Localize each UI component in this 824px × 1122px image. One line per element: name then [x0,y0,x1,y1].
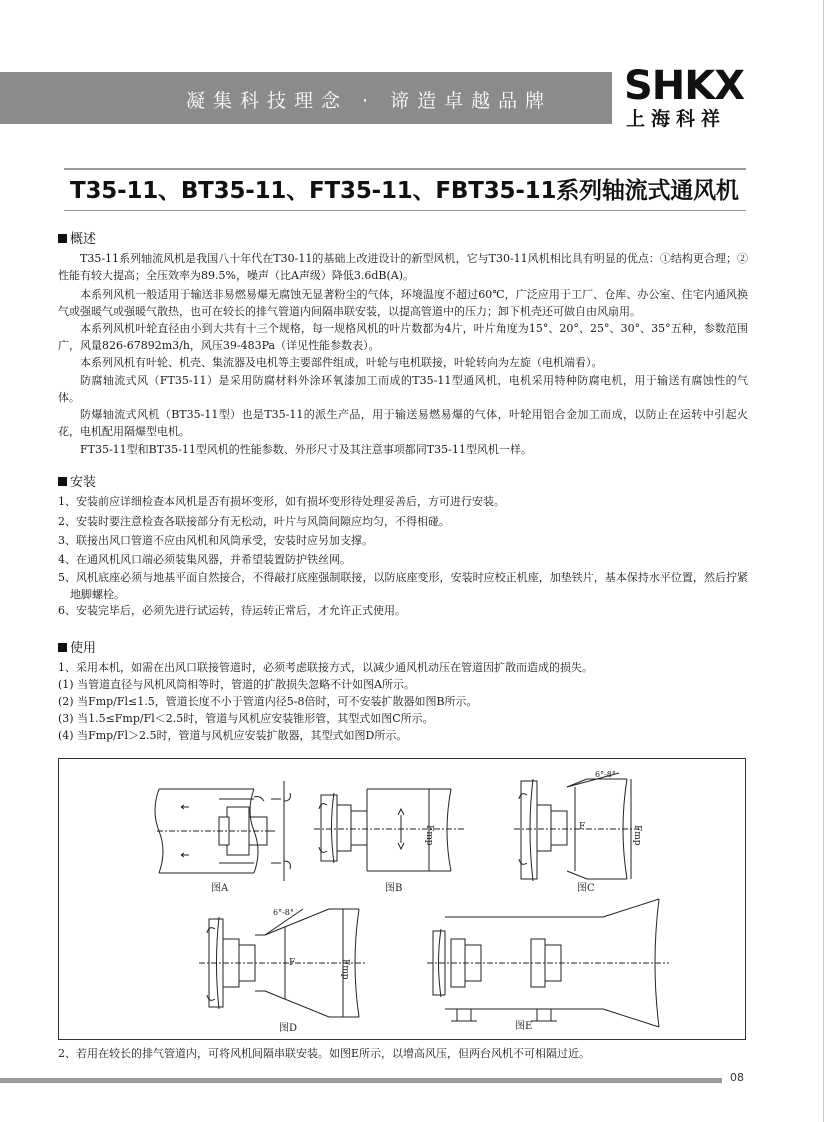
overview-paragraph: 本系列风机有叶轮、机壳、集流器及电机等主要部件组成，叶轮与电机联接，叶轮转向为左旋（电机端看）。 [80,356,603,369]
dim-fmp-b: Fmp [424,825,434,846]
angle-d: 6°-8° [273,908,294,917]
page-number: 08 [730,1071,744,1084]
overview-paragraph: 本系列风机一般适用于输送非易燃易爆无腐蚀无显著粉尘的气体，环境温度不超过60℃，广泛应用于工厂、仓库、办公室、住宅内通风换气或强暖气或强暖气散热，也可在较长的排气管道内间隔串联安装，以提高管道中的压力；卸下机壳还可做自由风扇用。 [58,288,748,319]
title-rule-bottom [64,210,746,211]
header-banner [0,72,612,124]
square-bullet-icon [58,234,67,243]
dim-f-d: F [289,958,296,968]
overview-paragraph: 防爆轴流式风机（BT35-11型）也是T35-11的派生产品，用于输送易燃易爆的气体，叶轮用铝合金加工而成，以防止在运转中引起火花，电机配用隔爆型电机。 [58,408,748,439]
square-bullet-icon [58,643,67,652]
install-item: 6、安装完毕后，必须先进行试运转，待运转正常后，才允许正式使用。 [58,604,406,617]
page-title: T35-11、BT35-11、FT35-11、FBT35-11系列轴流式通风机 [70,178,739,204]
overview-paragraph: T35-11系列轴流风机是我国八十年代在T30-11的基础上改进设计的新型风机，它与T30-11风机相比具有明显的优点：①结构更合理；②性能有较大提高；全压效率为89.5%，噪声（比A声级）降低3.6dB(A)。 [58,252,748,283]
caption-c: 图C [577,883,595,894]
diagram-svg [59,759,747,1041]
dim-fmp-d: Fmp [340,959,350,980]
install-item: 4、在通风机风口端必须装集风器，并希望装置防护铁丝网。 [58,553,351,566]
caption-a: 图A [211,883,229,894]
usage-item: 1、采用本机，如需在出风口联接管道时，必须考虑联接方式，以减少通风机动压在管道因扩散而造成的损失。 [58,661,593,674]
installation-diagrams [58,758,746,1040]
section-heading-text: 概述 [70,232,97,247]
title-rule-top [64,168,746,170]
usage-item: (1) 当管道直径与风机风筒相等时，管道的扩散损失忽略不计如图A所示。 [58,678,416,691]
usage-item: (2) 当Fmp/Fl≤1.5，管道长度不小于管道内径5-8倍时，可不安装扩散器如图B所示。 [58,695,478,708]
footer-bar [0,1078,722,1083]
brand-logo [624,63,745,130]
brand-logo-en: SHKX [624,63,745,109]
section-heading-overview [58,228,96,247]
caption-e: 图E [515,1021,533,1032]
section-heading-install [58,471,96,490]
section-heading-usage [58,637,96,656]
figure-a [155,781,290,894]
figure-b [314,789,464,894]
usage-item: (3) 当1.5≤Fmp/Fl＜2.5时，管道与风机应安装锥形管，其型式如图C所示。 [58,712,434,725]
install-item: 3、联接出风口管道不应由风机和风筒承受，安装时应另加支撑。 [58,534,373,547]
square-bullet-icon [58,477,67,486]
install-item: 1、安装前应详细检查本风机是否有损坏变形，如有损坏变形待处理妥善后，方可进行安装。 [58,495,505,508]
caption-b: 图B [385,883,403,894]
figure-d [199,908,367,1034]
usage-closing: 2、若用在较长的排气管道内，可将风机间隔串联安装。如图E所示，以增高风压，但两台风机不可相隔过近。 [58,1047,591,1060]
overview-paragraph: 防腐轴流式风（FT35-11）是采用防腐材料外涂环氧漆加工而成的T35-11型通风机，电机采用特种防腐电机，用于输送有腐蚀性的气体。 [58,374,748,405]
brand-logo-cn: 上海科祥 [626,108,727,130]
slogan: 凝集科技理念 · 谛造卓越品牌 [186,90,553,112]
install-item: 2、安装时要注意检查各联接部分有无松动，叶片与风筒间隙应均匀，不得相碰。 [58,515,450,528]
section-heading-text: 使用 [70,641,97,656]
install-item: 5、风机底座必须与地基平面自然接合，不得敲打底座强制联接，以防底座变形，安装时应校正机座，加垫铁片，基本保持水平位置，然后拧紧地脚螺栓。 [58,571,748,601]
figure-c [514,770,642,894]
dim-fmp-c: Fmp [632,825,642,846]
overview-paragraph: 本系列风机叶轮直径由小到大共有十三个规格，每一规格风机的叶片数都为4片，叶片角度为15°、20°、25°、30°、35°五种，参数范围广，风量826-67892m3/h，风压39-483Pa（详见性能参数表）。 [58,322,748,353]
section-heading-text: 安装 [70,475,97,490]
caption-d: 图D [279,1023,298,1034]
dim-f-c: F [579,822,586,832]
figure-e [427,899,669,1032]
angle-c: 6°-8° [595,770,616,779]
usage-item: (4) 当Fmp/Fl＞2.5时，管道与风机应安装扩散器，其型式如图D所示。 [58,729,408,742]
overview-paragraph: FT35-11型和BT35-11型风机的性能参数、外形尺寸及其注意事项都同T35-11型风机一样。 [80,443,532,456]
